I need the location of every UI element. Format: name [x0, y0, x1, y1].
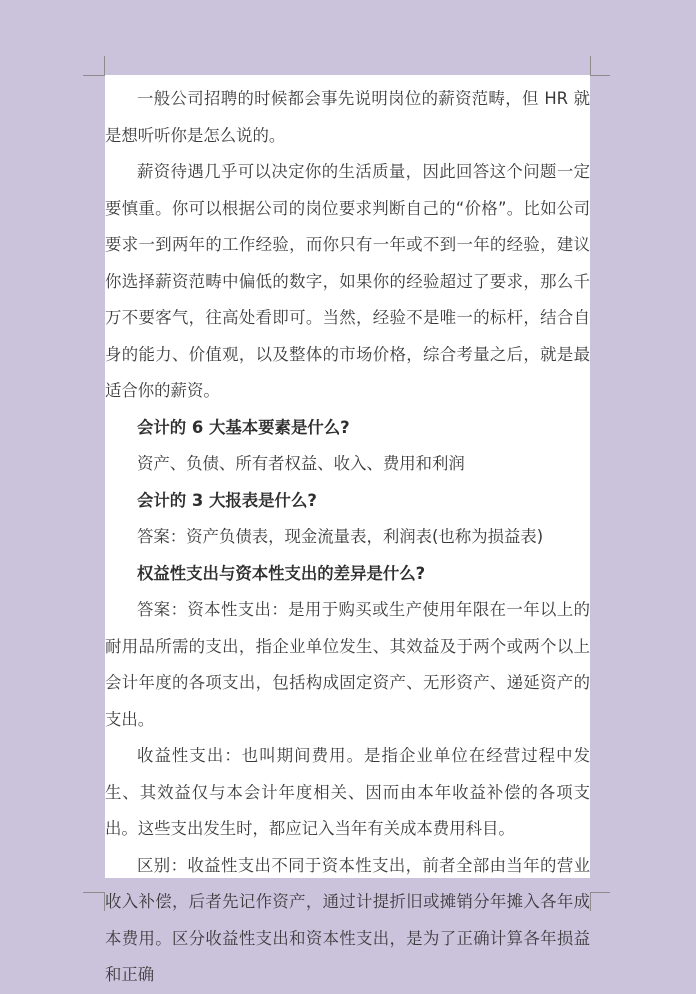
paragraph: 薪资待遇几乎可以决定你的生活质量，因此回答这个问题一定要慎重。你可以根据公司的岗位要求判断自己的“价格”。比如公司要求一到两年的工作经验，而你只有一年或不到一年的经验，建议你选择薪资范畴中偏低的数字，如果你的经验超过了要求，那么千万不要客气，往高处看即可。当然，经验不是唯一的标杆，结合自身的能力、价值观，以及整体的市场价格，综合考量之后，就是最适合你的薪资。 [105, 162, 590, 400]
document-page [105, 75, 590, 984]
crop-mark [590, 56, 591, 75]
document-body [105, 81, 590, 994]
paragraph: 一般公司招聘的时候都会事先说明岗位的薪资范畴，但 HR 就是想听听你是怎么说的。 [105, 89, 590, 145]
crop-mark [104, 56, 105, 75]
crop-mark [590, 892, 591, 911]
answer-paragraph: 收益性支出：也叫期间费用。是指企业单位在经营过程中发生、其效益仅与本会计年度相关、因而由本年收益补偿的各项支出。这些支出发生时，都应记入当年有关成本费用科目。 [105, 746, 590, 838]
answer-paragraph: 答案：资本性支出：是用于购买或生产使用年限在一年以上的耐用品所需的支出，指企业单位发生、其效益及于两个或两个以上会计年度的各项支出，包括构成固定资产、无形资产、递延资产的支出。 [105, 600, 590, 729]
answer-paragraph: 区别：收益性支出不同于资本性支出，前者全部由当年的营业收入补偿，后者先记作资产，通过计提折旧或摊销分年摊入各年成本费用。区分收益性支出和资本性支出，是为了正确计算各年损益和正确 [105, 855, 590, 984]
question-heading: 会计的 3 大报表是什么? [137, 490, 317, 510]
answer-paragraph: 答案：资产负债表，现金流量表，利润表(也称为损益表) [137, 527, 544, 546]
crop-mark [83, 75, 105, 76]
crop-mark [590, 892, 610, 893]
question-heading: 权益性支出与资本性支出的差异是什么? [137, 563, 426, 583]
question-heading: 会计的 6 大基本要素是什么? [137, 417, 350, 437]
crop-mark [590, 75, 610, 76]
answer-paragraph: 资产、负债、所有者权益、收入、费用和利润 [137, 454, 465, 473]
crop-mark [83, 892, 105, 893]
